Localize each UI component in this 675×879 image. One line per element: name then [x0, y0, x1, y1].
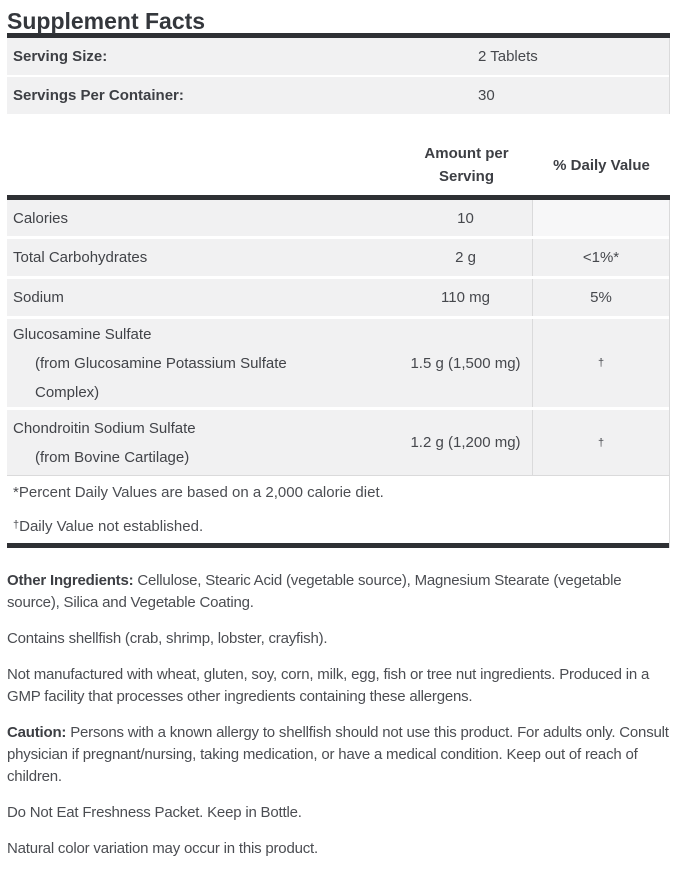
color-variation-paragraph	[7, 838, 670, 860]
nutrient-name-subline: (from Glucosamine Potassium Sulfate	[35, 354, 287, 372]
nutrient-name-subline: (from Bovine Cartilage)	[35, 448, 190, 466]
nutrient-daily-value: †	[532, 410, 669, 475]
nutrient-name	[7, 319, 399, 407]
freshness-packet-paragraph	[7, 802, 670, 824]
panel-title: Supplement Facts	[7, 8, 206, 34]
footnote-text: Daily Value not established.	[19, 518, 204, 535]
nutrient-daily-value	[532, 200, 669, 236]
nutrient-name-line: Total Carbohydrates	[13, 249, 148, 266]
nutrient-daily-value: 5%	[532, 279, 669, 316]
allergen-paragraph	[7, 664, 670, 708]
nutrient-amount: 10	[457, 209, 474, 227]
table-footnotes	[7, 475, 669, 543]
serving-info-table	[7, 38, 670, 114]
other-ingredients-label: Other Ingredients:	[7, 572, 134, 589]
nutrient-name-subline: Complex)	[35, 383, 100, 401]
footnote-marker: †	[13, 519, 20, 531]
table-row-chondroitin-sodium-sulfate	[7, 410, 669, 475]
servings-per-container-row	[7, 77, 669, 114]
additional-info	[7, 570, 670, 860]
table-row-calories	[7, 200, 669, 239]
nutrient-amount: 2 g	[455, 249, 476, 266]
paragraph-text: Not manufactured with wheat, gluten, soy, corn, milk, egg, fish or tree nut ingredients. Produced in a GMP facility that processes other ingredients containing these allergens.	[7, 666, 650, 705]
nutrient-amount: 1.2 g (1,200 mg)	[410, 434, 521, 451]
table-row-sodium	[7, 279, 669, 319]
serving-size-label: Serving Size:	[13, 48, 108, 65]
footnote-text: Percent Daily Values are based on a 2,000 calorie diet.	[18, 484, 384, 501]
table-row-total-carbohydrates	[7, 239, 669, 279]
nutrition-table	[7, 200, 670, 548]
footnote-daily-values	[7, 476, 669, 509]
serving-size-row	[7, 38, 669, 75]
daily-value-header	[533, 135, 670, 195]
paragraph-text: Contains shellfish (crab, shrimp, lobster, crayfish).	[7, 630, 328, 647]
nutrient-amount: 110 mg	[441, 289, 490, 306]
footnote-marker: *	[13, 484, 19, 501]
nutrient-name-line: Calories	[13, 209, 69, 227]
nutrient-name	[7, 279, 399, 316]
nutrient-name	[7, 239, 399, 276]
paragraph-text: Do Not Eat Freshness Packet. Keep in Bottle.	[7, 804, 302, 821]
nutrient-name	[7, 200, 399, 236]
table-bottom-bar	[7, 543, 669, 548]
amount-header-line2: Serving	[438, 168, 495, 185]
paragraph-text: Natural color variation may occur in this product.	[7, 840, 318, 857]
nutrient-amount: 1.5 g (1,500 mg)	[410, 354, 521, 372]
footnote-daily-value-not-established	[7, 509, 669, 543]
amount-per-serving-header	[400, 135, 533, 195]
other-ingredients-paragraph	[7, 570, 670, 614]
amount-header-line1: Amount per	[424, 145, 509, 162]
servings-per-container-value: 30	[478, 87, 495, 104]
caution-paragraph	[7, 722, 670, 788]
contains-shellfish-paragraph	[7, 628, 670, 650]
nutrient-name	[7, 410, 399, 475]
caution-label: Caution:	[7, 724, 67, 741]
nutrient-name-line: Chondroitin Sodium Sulfate	[13, 419, 196, 437]
nutrient-daily-value: <1%*	[532, 239, 669, 276]
table-row-glucosamine-sulfate	[7, 319, 669, 410]
serving-size-value: 2 Tablets	[478, 48, 538, 65]
column-headers	[7, 135, 670, 195]
nutrient-name-line: Sodium	[13, 289, 64, 306]
paragraph-text: Cellulose, Stearic Acid (vegetable source), Magnesium Stearate (vegetable source), Silica and Vegetable Coating.	[7, 572, 622, 611]
daily-value-header-label: % Daily Value	[553, 156, 650, 174]
supplement-facts-panel	[7, 0, 670, 860]
nutrient-name-line: Glucosamine Sulfate	[13, 325, 152, 343]
paragraph-text: Persons with a known allergy to shellfish should not use this product. For adults only. Consult physician if pregnant/nursing, taking medication, or have a medical condition. Keep out of reach of children.	[7, 724, 669, 785]
nutrient-daily-value: †	[532, 319, 669, 407]
servings-per-container-label: Servings Per Container:	[13, 87, 184, 104]
